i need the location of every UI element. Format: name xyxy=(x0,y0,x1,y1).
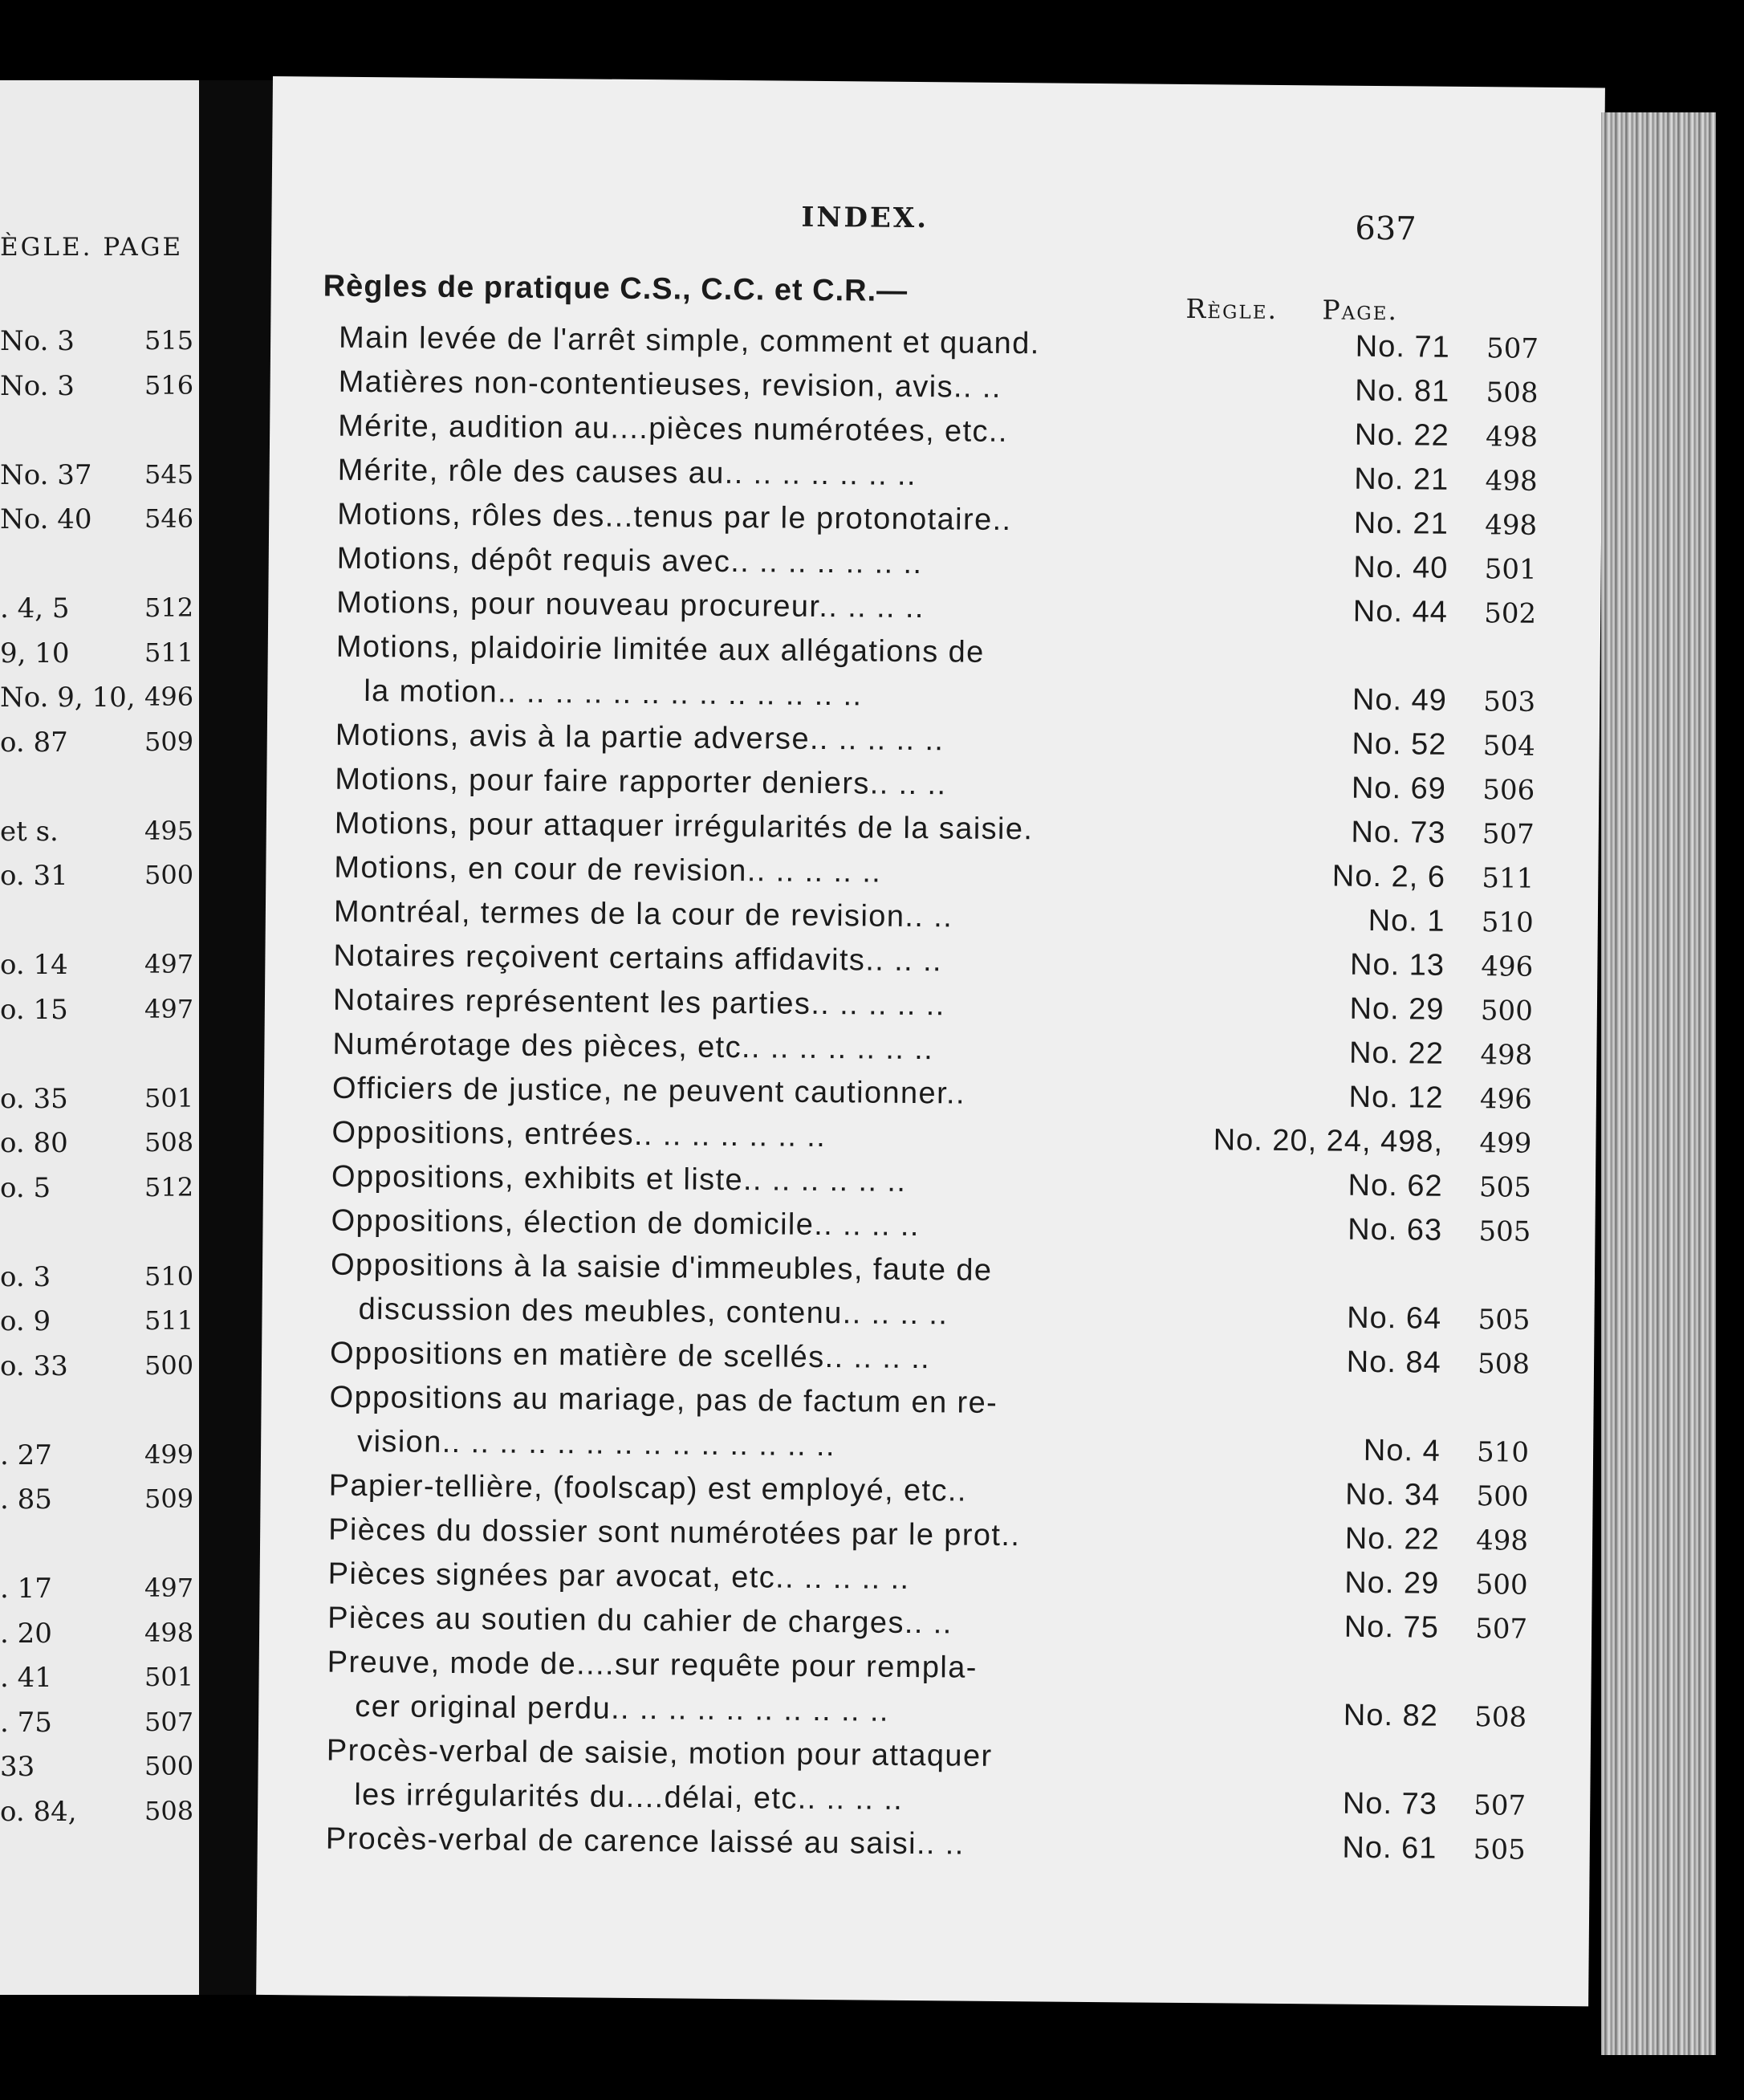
left-page-row-ref: . 20 xyxy=(0,1617,52,1650)
left-page-row-ref: o. 87 xyxy=(0,726,68,759)
entry-text: les irrégularités du....délai, etc.. .. .. .. xyxy=(354,1777,904,1817)
entry-page: 499 xyxy=(1479,1127,1532,1160)
left-page-row-ref: . 27 xyxy=(0,1439,52,1471)
entry-text: Pièces signées par avocat, etc.. .. .. .. .. xyxy=(327,1557,910,1596)
left-page-row xyxy=(0,1751,199,1791)
left-page-row-ref: o. 84, xyxy=(0,1795,77,1828)
left-page-row-page: 495 xyxy=(144,815,194,846)
entry-text: Procès-verbal de saisie, motion pour attaquer xyxy=(326,1733,993,1773)
entry-regle: No. 2, 6 xyxy=(1331,859,1446,894)
left-page-row-page: 499 xyxy=(144,1439,194,1470)
left-page-row-page: 500 xyxy=(144,860,194,890)
left-page-row xyxy=(0,1707,199,1747)
entry-regle: No. 71 xyxy=(1355,329,1450,364)
left-page-row-ref: et s. xyxy=(0,815,59,848)
left-page-row xyxy=(0,771,199,811)
entry-regle: No. 63 xyxy=(1347,1212,1443,1247)
entry-page: 510 xyxy=(1476,1436,1530,1469)
entry-page: 498 xyxy=(1485,465,1538,498)
left-page-row-ref: o. 31 xyxy=(0,860,68,892)
left-page-row-ref: No. 9, 10, xyxy=(0,682,136,714)
left-page-row xyxy=(0,1172,199,1212)
entry-page: 507 xyxy=(1475,1613,1528,1646)
entry-text: Mérite, audition au....pièces numérotées, etc.. xyxy=(338,409,1009,450)
page-column-header: Page. xyxy=(1322,294,1399,327)
entry-page: 498 xyxy=(1485,421,1539,454)
page-edges xyxy=(1601,112,1716,2055)
entry-page: 498 xyxy=(1475,1524,1529,1557)
entry-text: Preuve, mode de....sur requête pour rempla- xyxy=(327,1645,978,1685)
left-page-row-page: 512 xyxy=(144,592,194,623)
left-page-row-ref: o. 3 xyxy=(0,1260,51,1293)
left-page-row xyxy=(0,1394,199,1435)
entry-regle: No. 22 xyxy=(1354,417,1449,453)
left-page-row-ref: o. 33 xyxy=(0,1349,68,1382)
entry-page: 511 xyxy=(1482,862,1535,895)
entry-page: 505 xyxy=(1478,1215,1531,1248)
entry-page: 500 xyxy=(1476,1480,1529,1513)
left-page-row xyxy=(0,592,199,633)
left-page-row xyxy=(0,1528,199,1569)
entry-text: Motions, dépôt requis avec.. .. .. .. .. .. .. xyxy=(336,541,923,581)
entry-page: 504 xyxy=(1482,730,1535,763)
entry-text: Papier-tellière, (foolscap) est employé, etc.. xyxy=(328,1468,968,1508)
left-page-row-page: 510 xyxy=(144,1260,194,1292)
left-page-row-ref: o. 80 xyxy=(0,1127,68,1159)
left-page-row-page: 501 xyxy=(144,1082,194,1113)
left-page-row-ref: No. 3 xyxy=(0,325,75,357)
left-page-row-page: 497 xyxy=(144,993,194,1024)
left-page-row-page: 508 xyxy=(144,1795,194,1826)
entry-regle: No. 22 xyxy=(1344,1521,1440,1557)
entry-page: 500 xyxy=(1475,1569,1528,1601)
entry-text: Oppositions, élection de domicile.. .. .. .. xyxy=(331,1203,920,1243)
entry-text: Motions, pour attaquer irrégularités de la saisie. xyxy=(334,806,1034,847)
entry-page: 507 xyxy=(1482,818,1535,851)
left-page-row xyxy=(0,949,199,989)
entry-text: Matières non-contentieuses, revision, avis.. .. xyxy=(338,364,1002,405)
entry-text: Oppositions, exhibits et liste.. .. .. .. .. .. xyxy=(331,1159,907,1199)
left-page-row-ref: . 4, 5 xyxy=(0,592,70,625)
left-page-row-ref: . 41 xyxy=(0,1662,52,1694)
left-page-row xyxy=(0,1618,199,1658)
index-entry xyxy=(267,626,1600,726)
left-page-row-page: 509 xyxy=(144,726,194,757)
entry-text: cer original perdu.. .. .. .. .. .. .. .. .. .. xyxy=(355,1689,890,1728)
entry-page: 507 xyxy=(1486,332,1539,365)
left-page-row-page: 507 xyxy=(144,1706,194,1737)
entry-text: Motions, pour nouveau procureur.. .. .. .. xyxy=(336,585,925,625)
entry-text: discussion des meubles, contenu.. .. .. .. xyxy=(358,1292,949,1332)
entry-text: Motions, pour faire rapporter deniers.. .. .. xyxy=(335,762,947,802)
left-page-row-ref: . 17 xyxy=(0,1573,52,1605)
left-page-row xyxy=(0,816,199,856)
entry-regle: No. 84 xyxy=(1346,1345,1441,1380)
left-page-row xyxy=(0,1796,199,1836)
index-entry xyxy=(261,1377,1594,1476)
entry-regle: No. 22 xyxy=(1348,1036,1445,1071)
left-page xyxy=(0,80,199,1995)
entry-regle: No. 61 xyxy=(1342,1830,1437,1866)
entry-page: 508 xyxy=(1486,376,1539,409)
left-page-row-ref: o. 14 xyxy=(0,949,68,981)
entry-regle: No. 73 xyxy=(1342,1786,1438,1821)
entry-regle: No. 29 xyxy=(1349,991,1445,1027)
left-page-row-ref: o. 15 xyxy=(0,993,68,1026)
left-page-row xyxy=(0,726,199,767)
entry-page: 505 xyxy=(1478,1171,1532,1204)
left-page-row xyxy=(0,1216,199,1256)
entry-regle: No. 64 xyxy=(1347,1300,1442,1336)
left-page-row xyxy=(0,1083,199,1123)
left-page-row-page: 515 xyxy=(144,325,194,356)
entry-page: 505 xyxy=(1473,1833,1526,1866)
index-entries xyxy=(258,317,1604,1874)
left-page-row xyxy=(0,860,199,900)
entry-text: Oppositions, entrées.. .. .. .. .. .. .. xyxy=(331,1115,827,1154)
left-page-row xyxy=(0,905,199,945)
left-page-row xyxy=(0,1305,199,1345)
entry-regle: No. 21 xyxy=(1353,506,1449,541)
entry-text: Pièces au soutien du cahier de charges.. .. xyxy=(327,1601,953,1641)
entry-page: 502 xyxy=(1484,597,1537,630)
left-page-row xyxy=(0,682,199,722)
left-page-row xyxy=(0,1662,199,1702)
left-page-row-page: 508 xyxy=(144,1127,194,1158)
left-page-row xyxy=(0,1483,199,1524)
entry-page: 503 xyxy=(1483,686,1536,718)
entry-text: Pièces du dossier sont numérotées par le prot.. xyxy=(328,1512,1021,1553)
entry-page: 498 xyxy=(1485,509,1538,542)
left-page-row xyxy=(0,1038,199,1078)
left-page-row-page: 512 xyxy=(144,1171,194,1203)
entry-text: Main levée de l'arrêt simple, comment et quand. xyxy=(338,320,1040,361)
entry-page: 505 xyxy=(1478,1304,1531,1337)
index-entry xyxy=(262,1244,1595,1344)
entry-text: Motions, rôles des...tenus par le protonotaire.. xyxy=(337,497,1012,538)
entry-text: Procès-verbal de carence laissé au saisi.. .. xyxy=(325,1821,965,1862)
left-page-row-page: 509 xyxy=(144,1483,194,1514)
entry-regle: No. 1 xyxy=(1368,903,1445,938)
left-page-row xyxy=(0,548,199,588)
left-page-row-ref: . 85 xyxy=(0,1483,52,1516)
entry-page: 508 xyxy=(1477,1348,1531,1381)
entry-regle: No. 29 xyxy=(1344,1565,1440,1601)
left-page-row-ref: No. 37 xyxy=(0,458,92,491)
left-page-row xyxy=(0,370,199,410)
left-page-row-page: 497 xyxy=(144,949,194,979)
left-page-row-ref: No. 3 xyxy=(0,369,75,402)
left-page-row xyxy=(0,503,199,543)
left-page-row xyxy=(0,994,199,1034)
entry-regle: No. 34 xyxy=(1345,1477,1441,1512)
left-page-row-page: 501 xyxy=(144,1662,194,1692)
left-page-row-ref: . 75 xyxy=(0,1706,52,1739)
left-page-row-page: 500 xyxy=(144,1349,194,1381)
left-page-row xyxy=(0,1439,199,1479)
entry-page: 510 xyxy=(1481,906,1534,939)
entry-regle: No. 82 xyxy=(1343,1698,1439,1733)
entry-text: la motion.. .. .. .. .. .. .. .. .. .. .. .. .. xyxy=(364,674,863,713)
running-header: INDEX. xyxy=(801,201,929,235)
left-page-row xyxy=(0,459,199,499)
entry-text: Motions, en cour de revision.. .. .. .. .. xyxy=(334,850,882,889)
left-page-row xyxy=(0,325,199,365)
entry-regle: No. 12 xyxy=(1348,1080,1444,1115)
entry-regle: No. 62 xyxy=(1348,1168,1443,1203)
left-page-row-page: 546 xyxy=(144,503,194,534)
entry-text: vision.. .. .. .. .. .. .. .. .. .. .. .. .. .. xyxy=(356,1424,836,1463)
entry-text: Numérotage des pièces, etc.. .. .. .. .. .. .. xyxy=(332,1027,934,1067)
left-page-row-page: 496 xyxy=(144,682,194,712)
entry-regle: No. 13 xyxy=(1349,947,1445,983)
entry-page: 496 xyxy=(1481,950,1534,983)
left-page-row-ref: o. 5 xyxy=(0,1171,51,1204)
entry-text: Notaires reçoivent certains affidavits.. .. .. xyxy=(333,938,943,979)
page-number: 637 xyxy=(1355,210,1417,248)
entry-text: Oppositions au mariage, pas de factum en re- xyxy=(329,1380,998,1420)
entry-page: 501 xyxy=(1484,553,1537,586)
left-page-row-page: 497 xyxy=(144,1573,194,1603)
left-page-row-ref: o. 35 xyxy=(0,1082,68,1115)
left-page-row-page: 545 xyxy=(144,458,194,490)
entry-regle: No. 69 xyxy=(1351,771,1447,806)
entry-regle: No. 20, 24, 498, xyxy=(1213,1123,1444,1159)
entry-regle: No. 81 xyxy=(1355,373,1450,409)
section-title: Règles de pratique C.S., C.C. et C.R.— xyxy=(323,269,909,308)
right-page xyxy=(256,76,1605,2006)
entry-text: Oppositions en matière de scellés.. .. .. .. xyxy=(329,1336,931,1376)
index-entry xyxy=(258,1730,1591,1829)
entry-text: Motions, avis à la partie adverse.. .. .. .. .. xyxy=(335,718,945,758)
left-page-row-ref: 9, 10 xyxy=(0,637,70,669)
left-page-row xyxy=(0,414,199,454)
entry-page: 496 xyxy=(1479,1083,1533,1116)
regle-column-header: Règle. xyxy=(1185,292,1279,325)
entry-page: 500 xyxy=(1480,995,1533,1028)
entry-regle: No. 75 xyxy=(1344,1610,1439,1645)
entry-text: Notaires représentent les parties.. .. .. .. .. xyxy=(332,983,945,1023)
entry-page: 506 xyxy=(1482,774,1535,807)
left-page-row-ref: 33 xyxy=(0,1751,35,1783)
left-page-row-ref: o. 9 xyxy=(0,1305,51,1337)
entry-regle: No. 49 xyxy=(1352,682,1448,718)
entry-page: 508 xyxy=(1474,1701,1527,1734)
left-page-column-header: ÈGLE. PAGE xyxy=(0,233,184,262)
left-page-row-ref: No. 40 xyxy=(0,503,92,535)
entry-text: Montréal, termes de la cour de revision.. .. xyxy=(333,894,953,934)
entry-regle: No. 52 xyxy=(1352,726,1447,762)
left-page-row-page: 511 xyxy=(144,1305,194,1336)
left-page-row-page: 500 xyxy=(144,1751,194,1781)
entry-regle: No. 73 xyxy=(1351,815,1446,850)
left-page-row xyxy=(0,1127,199,1167)
entry-regle: No. 40 xyxy=(1353,550,1449,585)
entry-text: Motions, plaidoirie limitée aux allégations de xyxy=(335,629,985,669)
left-page-row-page: 498 xyxy=(144,1617,194,1648)
entry-regle: No. 4 xyxy=(1363,1433,1441,1468)
entry-regle: No. 44 xyxy=(1352,594,1449,629)
left-page-row-page: 516 xyxy=(144,369,194,401)
left-page-row xyxy=(0,1573,199,1613)
index-entry xyxy=(258,1642,1592,1741)
entry-text: Oppositions à la saisie d'immeubles, faute de xyxy=(330,1247,993,1288)
left-page-row-page: 511 xyxy=(144,637,194,668)
entry-regle: No. 21 xyxy=(1354,462,1449,497)
left-page-row xyxy=(0,1261,199,1301)
entry-text: Mérite, rôle des causes au.. .. .. .. .. .. .. xyxy=(337,453,917,493)
left-page-row xyxy=(0,637,199,678)
entry-page: 498 xyxy=(1480,1039,1533,1072)
entry-text: Officiers de justice, ne peuvent cautionner.. xyxy=(331,1071,966,1111)
entry-page: 507 xyxy=(1474,1789,1527,1822)
left-page-row xyxy=(0,1350,199,1390)
